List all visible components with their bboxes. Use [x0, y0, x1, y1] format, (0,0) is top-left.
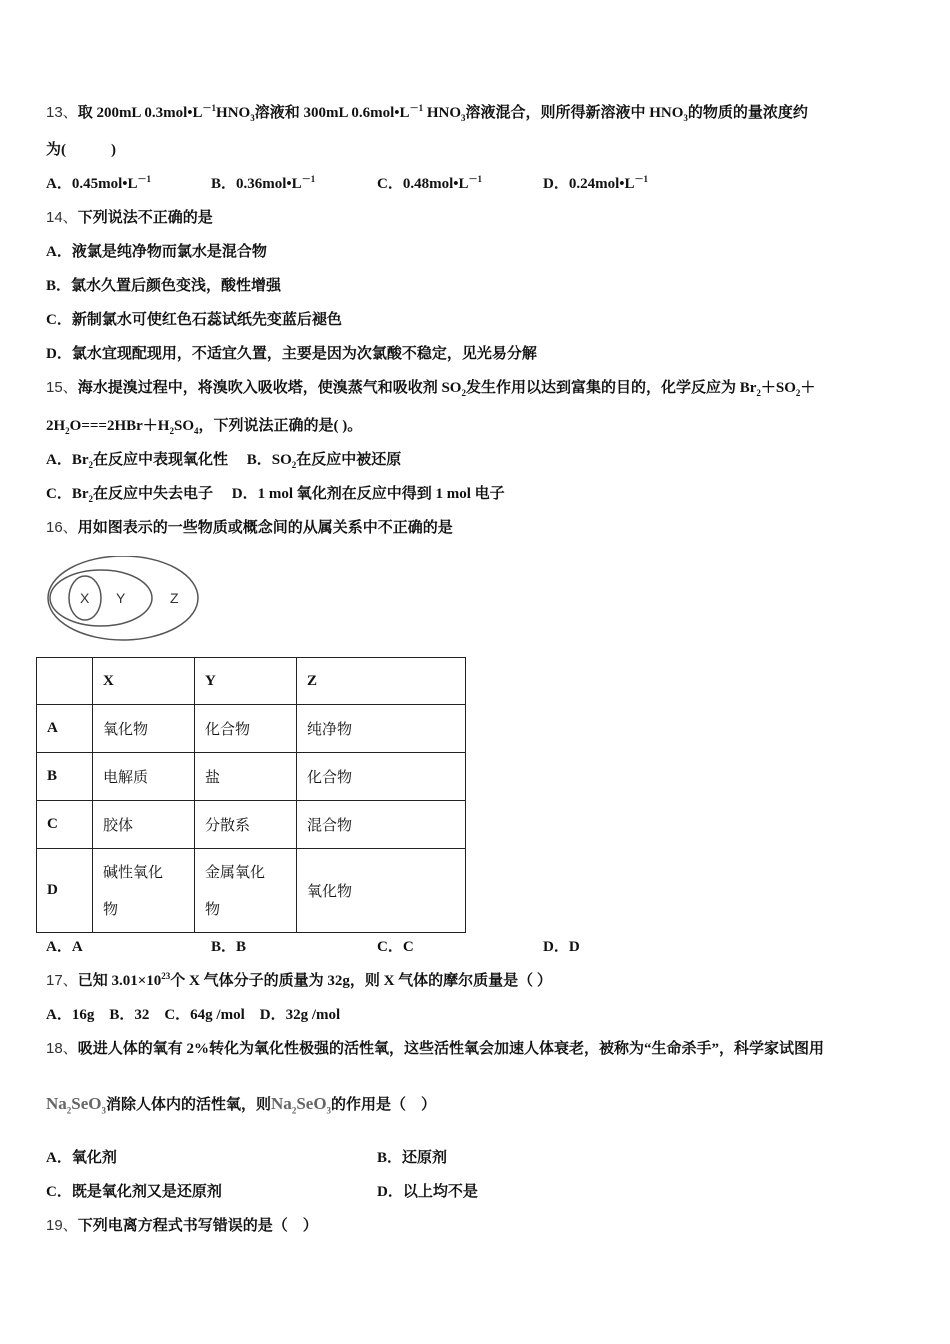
q19-stem: 19、下列电离方程式书写错误的是（ ）	[46, 1217, 318, 1234]
q18-option-c: C．既是氧化剂又是还原剂	[46, 1184, 222, 1200]
table-cell: 纯净物	[297, 705, 466, 753]
q16-option-d: D．D	[543, 939, 580, 955]
q16-option-a: A．A	[46, 939, 83, 955]
q14-option-a: A．液氯是纯净物而氯水是混合物	[46, 244, 267, 260]
label-z: Z	[170, 590, 179, 606]
label-y: Y	[116, 590, 126, 606]
q18-option-d: D．以上均不是	[377, 1184, 478, 1200]
q16-stem: 16、用如图表示的一些物质或概念间的从属关系中不正确的是	[46, 519, 453, 536]
table-cell: D	[37, 849, 93, 933]
table-cell: B	[37, 753, 93, 801]
q15-options-cd: C．$Br_2$在反应中失去电子 D．1 mol 氧化剂在反应中得到 1 mol 电子	[46, 486, 505, 504]
table-cell: 碱性氧化 物	[93, 849, 195, 933]
table-header-cell: Z	[297, 658, 466, 705]
table-cell: 氧化物	[297, 849, 466, 933]
q13-number: 13、	[46, 104, 78, 121]
q16-table	[36, 657, 466, 933]
q17-stem: 17、已知 $3.01\times 10^{23}$个 X 气体分子的质量为 32g，则 X 气体的摩尔质量是（ ）	[46, 971, 552, 989]
table-cell: 胶体	[93, 801, 195, 849]
q13-stem-line1: 13、取 200mL $0.3mol•L^{-1}HNO_3$溶液和 300mL $0.6mol•L^{-1}$ $HNO_3$溶液混合，则所得新溶液中 $HNO_3$的物质的量浓度约	[46, 103, 808, 123]
q14-option-d: D．氯水宜现配现用，不适宜久置，主要是因为次氯酸不稳定，见光易分解	[46, 346, 537, 362]
q16-number: 16、	[46, 519, 78, 536]
q13-option-c: C．$0.48mol•L^{-1}$	[377, 174, 483, 192]
q16-option-c: C．C	[377, 939, 414, 955]
q14-option-b: B．氯水久置后颜色变浅，酸性增强	[46, 278, 282, 294]
q13-option-b: B．$0.36mol•L^{-1}$	[211, 174, 316, 192]
q14-option-c: C．新制氯水可使红色石蕊试纸先变蓝后褪色	[46, 312, 342, 328]
table-header-cell	[37, 658, 93, 705]
venn-diagram	[46, 556, 202, 644]
q14-number: 14、	[46, 209, 78, 226]
table-cell: A	[37, 705, 93, 753]
table-cell: 化合物	[195, 705, 297, 753]
q14-stem: 14、下列说法不正确的是	[46, 209, 213, 226]
q15-stem-line2: $2H_2O===2HBr+H_2SO_4$，下列说法正确的是( )。	[46, 418, 363, 436]
table-cell: 氧化物	[93, 705, 195, 753]
table-cell: 分散系	[195, 801, 297, 849]
q13-stem-line2: 为( )	[46, 142, 116, 158]
table-row	[37, 705, 466, 753]
q18-option-b: B．还原剂	[377, 1150, 448, 1166]
q15-number: 15、	[46, 379, 78, 396]
table-cell: 电解质	[93, 753, 195, 801]
q15-stem-line1: 15、海水提溴过程中，将溴吹入吸收塔，使溴蒸气和吸收剂 $SO_2$发生作用以达到富集的目的，化学反应为 $Br_2+SO_2+$	[46, 379, 816, 398]
table-header-cell: Y	[195, 658, 297, 705]
q13-option-d: D．$0.24mol•L^{-1}$	[543, 174, 649, 192]
formula-na2seo3: $Na_2SeO_3$	[271, 1094, 332, 1116]
formula-na2seo3: $Na_2SeO_3$	[46, 1094, 107, 1116]
table-row	[37, 753, 466, 801]
q18-stem-line1: 18、吸进人体的氧有 2%转化为氧化性极强的活性氧，这些活性氧会加速人体衰老，被称为“生命杀手”，科学家试图用	[46, 1040, 824, 1057]
q18-option-a: A．氧化剂	[46, 1150, 117, 1166]
q17-number: 17、	[46, 972, 78, 989]
table-row	[37, 849, 466, 933]
q19-number: 19、	[46, 1217, 78, 1234]
label-x: X	[80, 590, 90, 606]
table-header-row	[37, 658, 466, 705]
table-cell: 混合物	[297, 801, 466, 849]
table-cell: C	[37, 801, 93, 849]
q15-options-ab: A．$Br_2$在反应中表现氧化性 B．$SO_2$在反应中被还原	[46, 452, 402, 470]
q16-option-b: B．B	[211, 939, 247, 955]
table-cell: 盐	[195, 753, 297, 801]
table-cell: 化合物	[297, 753, 466, 801]
q18-stem-line2: $Na_2SeO_3$消除人体内的活性氧，则$Na_2SeO_3$的作用是（ ）	[46, 1094, 437, 1116]
q17-options: A．16g B．32 C．64g /mol D．32g /mol	[46, 1007, 341, 1023]
q13-option-a: A．$0.45mol•L^{-1}$	[46, 174, 152, 192]
table-header-cell: X	[93, 658, 195, 705]
q18-number: 18、	[46, 1040, 78, 1057]
table-cell: 金属氧化 物	[195, 849, 297, 933]
table-row	[37, 801, 466, 849]
